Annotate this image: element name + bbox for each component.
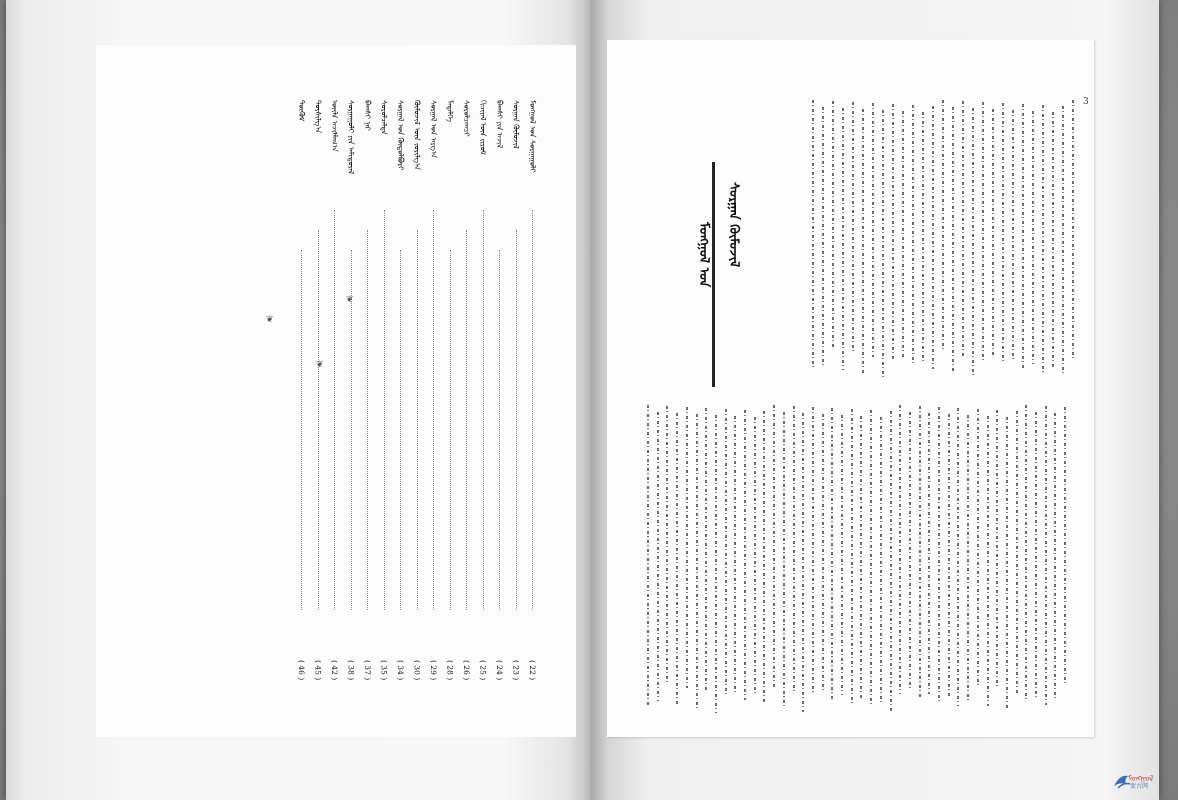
toc-entry-title: ᠪᠠᠭᠰᠢ ᠶᠢᠨ ᠠᠵᠢᠯ <box>495 100 504 149</box>
body-text-line <box>715 415 717 713</box>
body-text-line <box>812 100 814 370</box>
body-text-line <box>1002 103 1004 364</box>
body-text-line <box>1032 111 1034 364</box>
toc-entry-page: ( 22 ) <box>528 660 537 681</box>
toc-entry-page: ( 46 ) <box>297 660 306 681</box>
toc-entry-page: ( 30 ) <box>412 660 422 681</box>
toc-entry-title: ᠰᠤᠷᠭᠠᠨ ᠬᠦᠮᠦᠵᠢᠯ <box>511 100 521 149</box>
title-line-1: ᠮᠣᠩᠭᠣᠯ ᠤᠨ <box>696 222 711 288</box>
body-text-line <box>952 107 954 373</box>
toc-entry-page: ( 28 ) <box>445 660 455 681</box>
body-text-line <box>842 108 844 370</box>
body-text-line <box>1035 412 1037 697</box>
title-line-2: ᠰᠤᠷᠭᠠᠨ ᠬᠦᠮᠦᠵᠢᠯ <box>726 182 741 268</box>
toc-entry-page: ( 45 ) <box>313 660 323 681</box>
body-text-line <box>982 102 984 360</box>
body-text-line <box>647 405 649 705</box>
toc-entry-title: ᠰᠤᠷᠤᠯᠴᠠᠯᠲᠠ <box>379 100 389 135</box>
body-text-line <box>1012 110 1014 360</box>
body-text-line <box>841 415 843 695</box>
body-text-line <box>754 417 756 696</box>
body-text-line <box>686 407 688 688</box>
body-text-line <box>822 414 824 691</box>
body-text-line <box>890 411 892 711</box>
body-text-line <box>909 412 911 690</box>
body-text-line <box>773 405 775 687</box>
toc-entry-page: ( 25 ) <box>478 660 488 681</box>
body-text-line <box>1016 411 1018 693</box>
title-rule <box>712 162 715 387</box>
body-text-line <box>793 406 795 691</box>
body-text-line <box>851 409 853 703</box>
body-text-line <box>902 111 904 357</box>
toc-entry-page: ( 42 ) <box>330 660 339 681</box>
body-text-line <box>996 410 998 689</box>
body-text-line <box>783 412 785 708</box>
ornament-icon: ❦ <box>316 360 324 370</box>
toc-entry-page: ( 35 ) <box>379 660 389 681</box>
toc-entry-title: ᠰᠤᠷᠭᠠᠯ ᠤᠨ ᠠᠷᠭ᠎ᠠ <box>429 100 438 158</box>
body-text-line <box>1042 105 1044 372</box>
page-number: 3 <box>1083 97 1089 107</box>
toc-entry-page: ( 34 ) <box>396 660 405 681</box>
toc-entry-page: ( 23 ) <box>511 660 521 681</box>
body-text-line <box>872 103 874 357</box>
body-text-line <box>892 104 894 361</box>
body-text-line <box>832 101 834 349</box>
body-text-line <box>992 109 994 356</box>
body-text-line <box>860 416 862 699</box>
body-text-line <box>880 417 882 703</box>
body-text-line <box>1045 406 1047 705</box>
body-text-line <box>802 413 804 712</box>
chapter-title <box>672 162 762 392</box>
toc-entry-title: ᠪᠠᠭᠰᠢ ᠨᠠᠷ <box>363 100 372 131</box>
toc-entry-title: ᠰᠤᠷᠤᠯᠴᠠᠭᠴᠢ <box>462 100 471 137</box>
body-text-line <box>987 416 989 706</box>
body-text-line <box>744 410 746 700</box>
body-text-line <box>705 408 707 692</box>
toc-entry-title: ᠬᠦᠮᠦᠵᠢᠯ ᠦᠨ ᠵᠣᠷᠢᠯᠭ᠎ᠠ <box>412 100 422 170</box>
body-text-line <box>822 107 824 366</box>
left-body-text <box>96 45 576 737</box>
toc-entry-title: ᠲᠤᠷᠰᠢᠯᠭ᠎ᠠ <box>313 100 323 134</box>
body-text-line <box>1022 104 1024 368</box>
toc-entry-title: ᠰᠤᠷᠭᠠᠯ ᠤᠨ ᠬᠥᠲᠥᠯᠪᠦᠷᠢ <box>396 100 405 171</box>
body-text-line <box>1025 405 1027 701</box>
toc-entry-page: ( 26 ) <box>462 660 471 681</box>
body-text-line <box>977 409 979 685</box>
body-text-line <box>831 408 833 699</box>
logo-subtext: 蒙古网 <box>1130 783 1149 790</box>
body-text-line <box>763 411 765 704</box>
body-text-line <box>962 101 964 356</box>
body-text-line <box>666 406 668 684</box>
body-text-line <box>928 413 930 694</box>
body-text-line <box>882 110 884 378</box>
body-text-line <box>942 100 944 352</box>
body-text-line <box>948 414 950 698</box>
ornament-icon: ❦ <box>266 315 274 325</box>
body-text-line <box>938 407 940 702</box>
body-text-line <box>1064 407 1066 684</box>
body-text-line <box>1072 100 1074 359</box>
body-text-line <box>657 412 659 701</box>
body-text-line <box>1054 413 1056 701</box>
body-text-line <box>1062 106 1064 376</box>
body-text-line <box>725 409 727 696</box>
body-text-line <box>919 406 921 698</box>
body-text-line <box>812 407 814 695</box>
body-text-line <box>972 108 974 377</box>
toc-entry-title: ᠬᠢᠴᠢᠶᠡᠯ ᠦᠨ ᠵᠢᠷᠤᠮ <box>478 100 488 155</box>
body-text-line <box>1006 417 1008 710</box>
toc-entry-title: ᠮᠣᠩᠭᠣᠯ ᠤᠨ ᠰᠤᠷᠭᠠᠭᠤᠯᠢ <box>528 100 537 173</box>
right-body-text-bottom <box>647 405 1077 705</box>
body-text-line <box>1052 112 1054 368</box>
left-leaf <box>96 45 576 737</box>
toc-entry-page: ( 29 ) <box>429 660 438 681</box>
logo-text: ᠮᠣᠩᠭᠣᠯ <box>1128 774 1154 783</box>
toc-entry-title: ᠳᠦᠭᠦᠮ <box>297 100 306 122</box>
body-text-line <box>852 102 854 353</box>
toc-entry-title: ᠰᠤᠷᠭᠠᠭᠤᠯᠢ ᠶᠢᠨ ᠠᠮᠢᠳᠤᠷᠠᠯ <box>346 100 356 175</box>
body-text-line <box>696 414 698 709</box>
toc-entry-title: ᠮᠡᠳᠡᠯᠭᠡ <box>445 100 455 122</box>
toc-entry-page: ( 37 ) <box>363 660 372 681</box>
body-text-line <box>967 415 969 702</box>
right-body-text-top <box>812 100 1082 400</box>
body-text-line <box>734 416 736 692</box>
body-text-line <box>957 408 959 706</box>
body-text-line <box>676 413 678 705</box>
body-text-line <box>912 105 914 365</box>
ornament-icon: ❦ <box>346 295 354 305</box>
body-text-line <box>932 106 934 369</box>
body-text-line <box>870 410 872 707</box>
toc-entry-title: ᠦᠢᠯᠡ ᠠᠵᠢᠯᠯᠠᠭ᠎ᠠ <box>330 100 339 152</box>
body-text-line <box>862 109 864 374</box>
toc-entry-page: ( 38 ) <box>346 660 356 681</box>
body-text-line <box>899 405 901 694</box>
body-text-line <box>922 112 924 361</box>
toc-entry-page: ( 24 ) <box>495 660 504 681</box>
